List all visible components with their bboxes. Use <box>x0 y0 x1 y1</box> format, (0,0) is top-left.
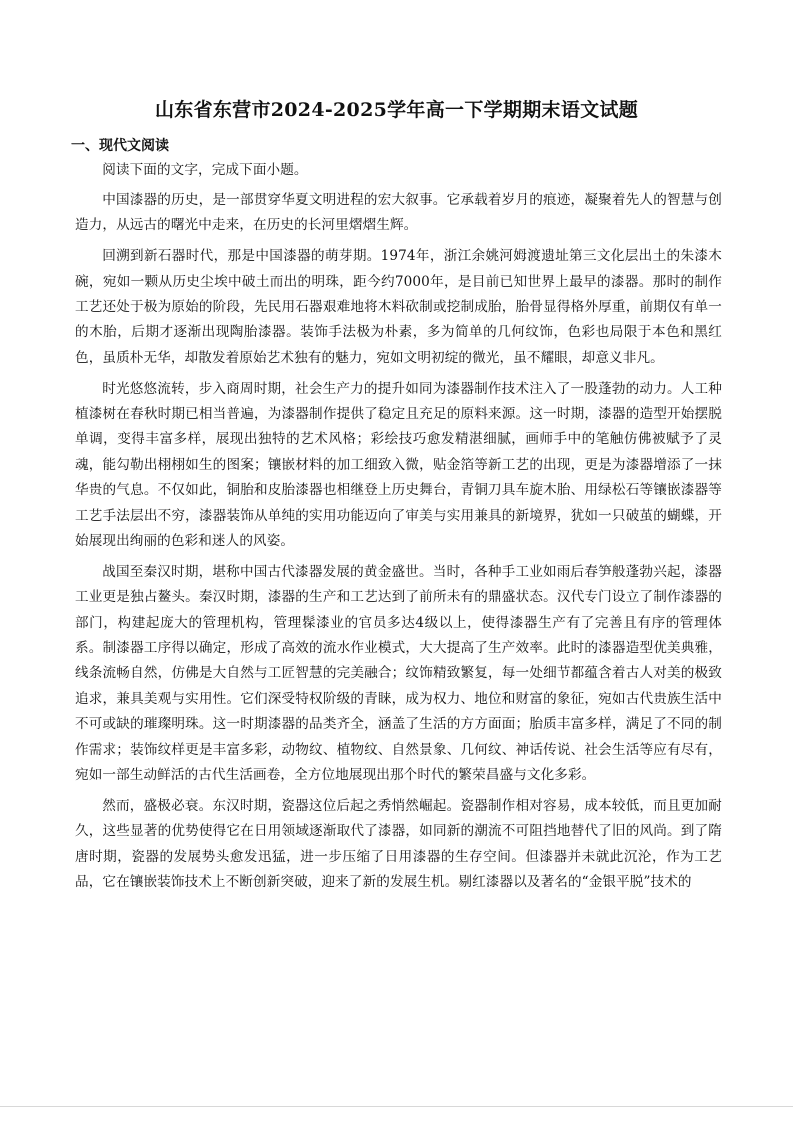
paragraph-1: 中国漆器的历史，是一部贯穿华夏文明进程的宏大叙事。它承载着岁月的痕迹，凝聚着先人的智慧与创造力，从远古的曙光中走来，在历史的长河里熠熠生辉。 <box>75 192 722 234</box>
paragraph-3: 时光悠悠流转，步入商周时期，社会生产力的提升如同为漆器制作技术注入了一股蓬勃的动力。人工种植漆树在春秋时期已相当普遍，为漆器制作提供了稳定且充足的原料来源。这一时期，漆器的造型开始摆脱单调，变得丰富多样，展现出独特的艺术风格；彩绘技巧愈发精湛细腻，画师手中的笔触仿佛被赋予了灵魂，能勾勒出栩栩如生的图案；镶嵌材料的加工细致入微，贴金箔等新工艺的出现，更是为漆器增添了一抹华贵的气息。不仅如此，铜胎和皮胎漆器也相继登上历史舞台，青铜刀具车旋木胎、用绿松石等镶嵌漆器等工艺手法层出不穷，漆器装饰从单纯的实用功能迈向了审美与实用兼具的新境界，犹如一只破茧的蝴蝶，开始展现出绚丽的色彩和迷人的风姿。 <box>75 380 722 550</box>
reading-passage <box>75 158 722 901</box>
reading-instruction: 阅读下面的文字，完成下面小题。 <box>102 162 308 178</box>
page-title: 山东省东营市2024-2025学年高一下学期期末语文试题 <box>154 99 639 121</box>
paragraph-4: 战国至秦汉时期，堪称中国古代漆器发展的黄金盛世。当时，各种手工业如雨后春笋般蓬勃兴起，漆器工业更是独占鳌头。秦汉时期，漆器的生产和工艺达到了前所未有的鼎盛状态。汉代专门设立了制作漆器的部门，构建起庞大的管理机构，管理髹漆业的官员多达4级以上，使得漆器生产有了完善且有序的管理体系。制漆器工序得以确定，形成了高效的流水作业模式，大大提高了生产效率。此时的漆器造型优美典雅，线条流畅自然，仿佛是大自然与工匠智慧的完美融合；纹饰精致繁复，每一处细节都蕴含着古人对美的极致追求，兼具美观与实用性。它们深受特权阶级的青睐，成为权力、地位和财富的象征，宛如古代贵族生活中不可或缺的璀璨明珠。这一时期漆器的品类齐全，涵盖了生活的方方面面；胎质丰富多样，满足了不同的制作需求；装饰纹样更是丰富多彩，动物纹、植物纹、自然景象、几何纹、神话传说、社会生活等应有尽有，宛如一部生动鲜活的古代生活画卷，全方位地展现出那个时代的繁荣昌盛与文化多彩。 <box>75 563 722 784</box>
page-bottom-divider <box>0 1106 793 1107</box>
paragraph-2: 回溯到新石器时代，那是中国漆器的萌芽期。1974年，浙江余姚河姆渡遗址第三文化层出土的朱漆木碗，宛如一颗从历史尘埃中破土而出的明珠，距今约7000年，是目前已知世界上最早的漆器。那时的制作工艺还处于极为原始的阶段，先民用石器艰难地将木料砍制或挖制成胎，胎骨显得格外厚重，前期仅有单一的木胎，后期才逐渐出现陶胎漆器。装饰手法极为朴素，多为简单的几何纹饰，色彩也局限于本色和黑红色，虽质朴无华，却散发着原始艺术独有的魅力，宛如文明初绽的微光，虽不耀眼，却意义非凡。 <box>75 248 722 366</box>
paragraph-5: 然而，盛极必衰。东汉时期，瓷器这位后起之秀悄然崛起。瓷器制作相对容易，成本较低，而且更加耐久，这些显著的优势使得它在日用领域逐渐取代了漆器，如同新的潮流不可阻挡地替代了旧的风尚。到了隋唐时期，瓷器的发展势头愈发迅猛，进一步压缩了日用漆器的生存空间。但漆器并未就此沉沦，作为工艺品，它在镶嵌装饰技术上不断创新突破，迎来了新的发展生机。剔红漆器以及著名的“金银平脱”技术的 <box>75 797 722 891</box>
section-heading: 一、现代文阅读 <box>71 138 169 154</box>
